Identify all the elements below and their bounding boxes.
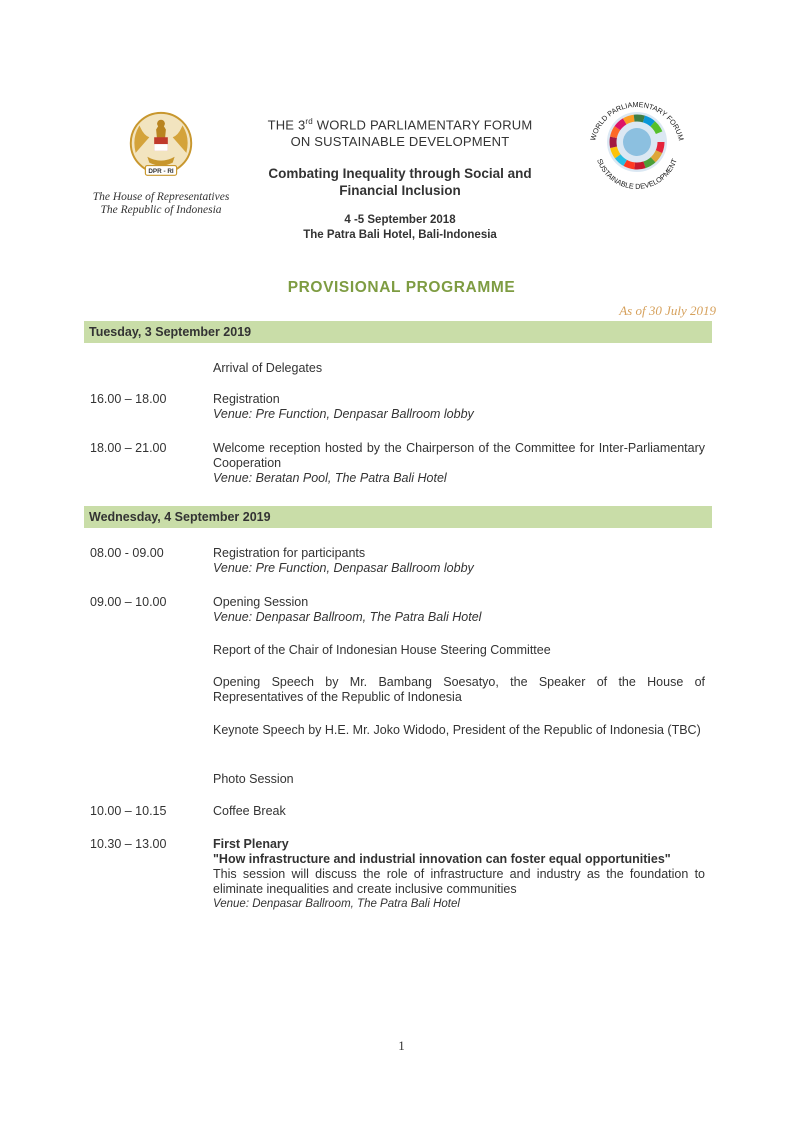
institution-line1: The House of Representatives xyxy=(92,191,230,203)
forum-theme-line2: Financial Inclusion xyxy=(339,183,461,199)
garuda-emblem-icon xyxy=(122,108,200,186)
agenda-venue: Venue: Beratan Pool, The Patra Bali Hotel xyxy=(213,471,447,485)
agenda-description: Opening Session xyxy=(213,595,309,609)
institution-logo-block xyxy=(86,108,236,217)
agenda-description: Welcome reception hosted by the Chairperson of the Committee for Inter-Parliamentary Cooperation xyxy=(213,441,705,470)
agenda-arrival: Arrival of Delegates xyxy=(213,361,323,375)
agenda-welcome-reception xyxy=(213,441,705,486)
agenda-first-plenary xyxy=(213,837,705,912)
agenda-subitem: Keynote Speech by H.E. Mr. Joko Widodo, President of the Republic of Indonesia (TBC) xyxy=(213,723,701,737)
forum-theme-line1: Combating Inequality through Social and xyxy=(268,166,532,182)
forum-logo-bottom-text: SUSTAINABLE DEVELOPMENT xyxy=(595,157,679,191)
day-label: Tuesday, 3 September 2019 xyxy=(89,325,252,339)
agenda-session-subtitle: "How infrastructure and industrial innovation can foster equal opportunities" xyxy=(213,852,671,866)
agenda-description: This session will discuss the role of infrastructure and industry as the foundation to eliminate inequalities and create inclusive communities xyxy=(213,867,705,896)
page-number: 1 xyxy=(398,1038,405,1053)
agenda-venue: Venue: Denpasar Ballroom, The Patra Bali Hotel xyxy=(213,898,460,910)
agenda-opening-session xyxy=(213,595,705,625)
agenda-time: 16.00 – 18.00 xyxy=(90,392,167,406)
agenda-participant-registration xyxy=(213,546,705,576)
forum-name-line2: ON SUSTAINABLE DEVELOPMENT xyxy=(290,134,510,150)
agenda-subitem: Opening Speech by Mr. Bambang Soesatyo, the Speaker of the House of Representatives of the Republic of Indonesia xyxy=(213,675,705,704)
emblem-label: DPR - RI xyxy=(148,167,174,175)
forum-name-line1: THE 3rd WORLD PARLIAMENTARY FORUM xyxy=(267,117,533,133)
agenda-time: 08.00 - 09.00 xyxy=(90,546,164,560)
event-header xyxy=(250,113,550,243)
agenda-venue: Venue: Denpasar Ballroom, The Patra Bali Hotel xyxy=(213,610,482,624)
forum-logo-top-text: WORLD PARLIAMENTARY FORUM xyxy=(588,99,686,142)
forum-logo-icon xyxy=(582,94,692,206)
agenda-venue: Venue: Pre Function, Denpasar Ballroom lobby xyxy=(213,561,474,575)
agenda-coffee-break: Coffee Break xyxy=(213,804,286,818)
agenda-venue: Venue: Pre Function, Denpasar Ballroom lobby xyxy=(213,407,474,421)
agenda-description: Registration xyxy=(213,392,280,406)
agenda-registration xyxy=(213,392,705,422)
agenda-session-title: First Plenary xyxy=(213,837,289,851)
agenda-time: 10.00 – 10.15 xyxy=(90,804,167,818)
day-label: Wednesday, 4 September 2019 xyxy=(89,510,271,524)
agenda-time: 10.30 – 13.00 xyxy=(90,837,167,851)
programme-title: PROVISIONAL PROGRAMME xyxy=(287,279,516,296)
day-header-wednesday xyxy=(84,506,712,528)
event-venue: The Patra Bali Hotel, Bali-Indonesia xyxy=(303,229,497,242)
day-header-tuesday xyxy=(84,321,712,343)
institution-line2: The Republic of Indonesia xyxy=(100,204,222,216)
agenda-subitem: Photo Session xyxy=(213,772,294,786)
as-of-date: As of 30 July 2019 xyxy=(619,303,716,318)
agenda-time: 18.00 – 21.00 xyxy=(90,441,167,455)
agenda-description: Registration for participants xyxy=(213,546,366,560)
agenda-time: 09.00 – 10.00 xyxy=(90,595,167,609)
event-dates: 4 -5 September 2018 xyxy=(344,214,456,227)
agenda-subitem: Report of the Chair of Indonesian House Steering Committee xyxy=(213,643,551,657)
